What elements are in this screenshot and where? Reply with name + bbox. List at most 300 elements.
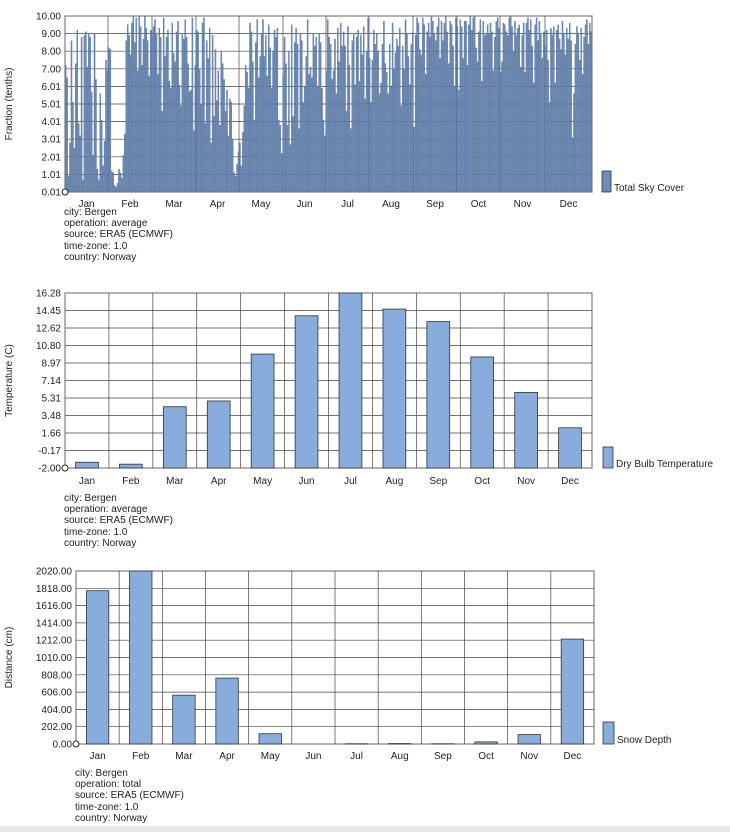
sky-cover-bar <box>507 35 508 192</box>
sky-cover-bar <box>392 23 393 192</box>
sky-cover-bar <box>77 30 78 192</box>
sky-cover-bar <box>252 62 253 192</box>
sky-cover-bar <box>84 35 85 192</box>
sky-cover-bar <box>473 18 474 192</box>
sky-cover-bar <box>565 55 566 192</box>
x-tick-label: May <box>260 751 280 762</box>
sky-cover-bar <box>506 32 507 192</box>
sky-cover-bar <box>500 72 501 192</box>
sky-cover-bar <box>208 58 209 192</box>
sky-cover-bar <box>478 32 479 192</box>
snow-depth-bar <box>130 571 152 744</box>
sky-cover-bar <box>221 51 222 192</box>
sky-cover-bar <box>530 20 531 192</box>
sky-cover-bar <box>421 55 422 192</box>
sky-cover-bar <box>270 48 271 192</box>
sky-cover-bar <box>535 25 536 192</box>
sky-cover-bar <box>586 20 587 192</box>
sky-cover-bar <box>85 32 86 192</box>
sky-cover-bar <box>251 32 252 192</box>
sky-cover-bar <box>344 46 345 192</box>
x-tick-label: Oct <box>470 199 487 210</box>
sky-cover-bar <box>183 39 184 192</box>
sky-cover-bar <box>272 51 273 192</box>
sky-cover-bar <box>385 64 386 192</box>
sky-cover-bar <box>104 141 105 192</box>
sky-cover-bar <box>196 30 197 192</box>
sky-cover-bar <box>241 166 242 192</box>
sky-cover-bar <box>108 48 109 192</box>
snow-depth-bar <box>518 735 540 744</box>
sky-cover-bar <box>455 18 456 192</box>
sky-cover-bar <box>278 120 279 192</box>
sky-cover-bar <box>562 21 563 192</box>
snow-depth-bar <box>259 734 281 744</box>
sky-cover-bar <box>454 86 455 192</box>
sky-cover-bar <box>211 143 212 192</box>
sky-cover-bar <box>533 83 534 192</box>
sky-cover-bar <box>336 94 337 192</box>
sky-cover-bar <box>376 34 377 192</box>
sky-cover-bar <box>321 88 322 192</box>
sky-cover-bar <box>422 18 423 192</box>
sky-cover-bar <box>589 23 590 192</box>
sky-cover-bar <box>110 49 111 192</box>
y-tick-label: 808.00 <box>41 670 72 682</box>
x-tick-label: Oct <box>474 476 490 487</box>
sky-cover-bar <box>244 106 245 192</box>
sky-cover-bar <box>514 21 515 192</box>
legend-label: Dry Bulb Temperature <box>616 459 714 470</box>
sky-cover-bar <box>74 148 75 192</box>
sky-cover-bar <box>288 51 289 192</box>
sky-cover-bar <box>493 71 494 192</box>
x-tick-label: Sep <box>429 476 448 487</box>
sky-cover-bar <box>123 155 124 192</box>
sky-cover-bar <box>445 16 446 192</box>
sky-cover-bar <box>503 23 504 192</box>
sky-cover-bar <box>375 44 376 192</box>
sky-cover-bar <box>440 58 441 192</box>
sky-cover-bar <box>186 37 187 192</box>
sky-cover-bar <box>258 78 259 192</box>
sky-cover-bar <box>306 57 307 192</box>
sky-cover-bar <box>82 180 83 192</box>
sky-cover-bar <box>169 81 170 192</box>
sky-cover-bar <box>100 94 101 192</box>
y-tick-label: 5.31 <box>41 393 61 405</box>
x-tick-label: May <box>253 476 273 487</box>
sky-cover-bar <box>131 23 132 192</box>
sky-cover-bar <box>275 37 276 192</box>
sky-cover-bar <box>560 49 561 192</box>
sky-cover-bar <box>523 23 524 192</box>
sky-cover-bar <box>317 86 318 192</box>
sky-cover-bar <box>293 116 294 192</box>
sky-cover-bar <box>124 134 125 192</box>
legend-swatch <box>603 722 614 744</box>
sky-cover-bar <box>388 94 389 192</box>
sky-cover-bar <box>126 41 127 192</box>
meta-operation: operation: average <box>64 504 148 516</box>
x-tick-label: Aug <box>382 199 400 210</box>
sky-cover-bar <box>260 57 261 192</box>
sky-cover-bar <box>401 106 402 192</box>
sky-cover-bar <box>180 106 181 192</box>
sky-cover-bar <box>262 20 263 192</box>
sky-cover-bar <box>65 65 66 192</box>
sky-cover-bar <box>513 51 514 192</box>
sky-cover-bar <box>134 42 135 192</box>
sky-cover-bar <box>526 23 527 192</box>
sky-cover-bar <box>95 79 96 192</box>
temperature-bar <box>339 293 362 468</box>
sky-cover-chart <box>4 12 685 211</box>
x-tick-label: Apr <box>219 751 235 762</box>
sky-cover-bar <box>412 32 413 192</box>
sky-cover-bar <box>527 18 528 192</box>
sky-cover-bar <box>229 99 230 192</box>
sky-cover-bar <box>71 41 72 192</box>
y-tick-label: 3.01 <box>41 134 61 146</box>
sky-cover-bar <box>153 27 154 192</box>
sky-cover-bar <box>129 35 130 192</box>
y-tick-label: 10.00 <box>35 11 61 23</box>
sky-cover-bar <box>438 18 439 192</box>
sky-cover-bar <box>568 39 569 192</box>
sky-cover-bar <box>172 23 173 192</box>
sky-cover-bar <box>143 39 144 192</box>
temperature-bar <box>383 309 406 468</box>
sky-cover-bar <box>105 60 106 192</box>
y-tick-label: 6.01 <box>41 81 61 93</box>
y-tick-label: 16.28 <box>35 288 61 300</box>
sky-cover-bar <box>127 25 128 192</box>
sky-cover-bar <box>415 35 416 192</box>
sky-cover-bar <box>504 25 505 192</box>
sky-cover-bar <box>434 34 435 192</box>
sky-cover-bar <box>87 67 88 192</box>
sky-cover-bar <box>78 123 79 192</box>
sky-cover-bar <box>499 28 500 192</box>
sky-cover-bar <box>490 23 491 192</box>
sky-cover-bar <box>346 111 347 192</box>
sky-cover-bar <box>249 23 250 192</box>
sky-cover-bar <box>170 88 171 192</box>
sky-cover-bar <box>234 173 235 192</box>
sky-cover-bar <box>159 28 160 192</box>
sky-cover-bar <box>303 102 304 192</box>
x-tick-label: Apr <box>209 199 226 210</box>
y-tick-label: 9.00 <box>41 29 61 41</box>
sky-cover-bar <box>319 34 320 192</box>
sky-cover-bar <box>581 28 582 192</box>
sky-cover-bar <box>510 16 511 192</box>
sky-cover-bar <box>133 16 134 192</box>
x-tick-label: Jun <box>305 751 322 762</box>
sky-cover-bar <box>195 65 196 192</box>
sky-cover-bar <box>556 30 557 192</box>
origin-marker <box>62 189 68 195</box>
temperature-metadata <box>64 493 173 549</box>
sky-cover-bar <box>167 30 168 192</box>
sky-cover-bar <box>300 34 301 192</box>
x-tick-label: Jan <box>89 751 106 762</box>
temperature-bar <box>119 464 142 468</box>
sky-cover-bar <box>520 67 521 192</box>
sky-cover-bar <box>162 111 163 192</box>
sky-cover-bar <box>470 16 471 192</box>
sky-cover-bar <box>228 136 229 192</box>
sky-cover-bar <box>291 25 292 192</box>
legend-swatch <box>603 447 613 468</box>
sky-cover-bar <box>97 169 98 192</box>
meta-country: country: Norway <box>64 251 137 263</box>
sky-cover-bar <box>304 86 305 192</box>
sky-cover-bar <box>452 46 453 192</box>
sky-cover-bar <box>283 74 284 192</box>
sky-cover-bar <box>429 37 430 192</box>
sky-cover-bar <box>585 25 586 192</box>
sky-cover-bar <box>396 39 397 192</box>
sky-cover-bar <box>465 21 466 192</box>
sky-cover-bar <box>75 64 76 192</box>
sky-cover-bar <box>383 21 384 192</box>
y-tick-label: 0.01 <box>41 187 61 199</box>
sky-cover-bar <box>488 34 489 192</box>
sky-cover-bar <box>545 46 546 192</box>
sky-cover-bar <box>235 176 236 192</box>
sky-cover-bar <box>157 74 158 192</box>
sky-cover-bar <box>68 176 69 192</box>
sky-cover-bar <box>349 65 350 192</box>
sky-cover-bar <box>406 34 407 192</box>
sky-cover-bar <box>107 71 108 192</box>
meta-timezone: time-zone: 1.0 <box>64 240 128 252</box>
sky-cover-bar <box>298 129 299 192</box>
sky-cover-bar <box>117 183 118 192</box>
y-axis-label: Distance (cm) <box>4 626 15 689</box>
sky-cover-bar <box>212 35 213 192</box>
sky-cover-bar <box>254 120 255 192</box>
y-tick-label: 4.01 <box>41 117 61 129</box>
snow-depth-chart <box>4 567 671 763</box>
sky-cover-bar <box>529 30 530 192</box>
window-bottom-edge <box>0 826 730 832</box>
sky-cover-bar <box>491 32 492 192</box>
sky-cover-bar <box>150 30 151 192</box>
sky-cover-bar <box>379 94 380 192</box>
sky-cover-bar <box>582 74 583 192</box>
sky-cover-bar <box>80 136 81 192</box>
sky-cover-bar <box>501 62 502 192</box>
sky-cover-bar <box>555 83 556 192</box>
sky-cover-bar <box>516 35 517 192</box>
sky-cover-bar <box>175 62 176 192</box>
temperature-bar <box>427 322 450 468</box>
y-tick-label: 1818.00 <box>35 583 72 595</box>
meta-country: country: Norway <box>64 537 137 549</box>
sky-cover-bar <box>350 129 351 192</box>
sky-cover-bar <box>327 20 328 192</box>
sky-cover-bar <box>563 34 564 192</box>
sky-cover-bar <box>205 123 206 192</box>
sky-cover-bar <box>425 74 426 192</box>
sky-cover-bar <box>202 23 203 192</box>
sky-cover-bar <box>173 53 174 192</box>
sky-cover-bar <box>450 21 451 192</box>
sky-cover-bar <box>496 21 497 192</box>
y-tick-label: 1616.00 <box>35 601 72 613</box>
sky-cover-bar <box>284 37 285 192</box>
x-tick-label: Apr <box>210 476 227 487</box>
sky-cover-bar <box>101 120 102 192</box>
sky-cover-bar <box>190 90 191 192</box>
sky-cover-bar <box>130 55 131 192</box>
sky-cover-bar <box>362 55 363 192</box>
sky-cover-bar <box>144 16 145 192</box>
sky-cover-bar <box>448 64 449 192</box>
y-tick-label: 7.14 <box>41 376 61 387</box>
sky-cover-bar <box>294 42 295 192</box>
x-tick-label: Jul <box>350 751 363 762</box>
sky-cover-bar <box>483 21 484 192</box>
sky-cover-bar <box>342 46 343 192</box>
x-tick-label: Aug <box>390 751 409 762</box>
sky-cover-bar <box>591 32 592 192</box>
meta-source: source: ERA5 (ECMWF) <box>64 515 173 527</box>
sky-cover-bar <box>120 173 121 192</box>
sky-cover-bar <box>340 23 341 192</box>
sky-cover-bar <box>198 32 199 192</box>
x-tick-label: Nov <box>513 199 532 210</box>
sky-cover-bar <box>447 32 448 192</box>
y-axis-label: Fraction (tenths) <box>4 67 15 141</box>
sky-cover-bar <box>140 27 141 192</box>
sky-cover-bar <box>353 34 354 192</box>
sky-cover-metadata <box>64 207 173 263</box>
sky-cover-bar <box>444 23 445 192</box>
sky-cover-bar <box>484 35 485 192</box>
sky-cover-bar <box>177 21 178 192</box>
sky-cover-bar <box>333 71 334 192</box>
sky-cover-bar <box>72 102 73 192</box>
sky-cover-bar <box>137 71 138 192</box>
sky-cover-bar <box>494 37 495 192</box>
sky-cover-bar <box>476 48 477 192</box>
sky-cover-bar <box>297 44 298 192</box>
sky-cover-bar <box>222 64 223 192</box>
x-tick-label: May <box>251 199 271 210</box>
sky-cover-bar <box>461 27 462 192</box>
sky-cover-bar <box>193 131 194 192</box>
x-tick-label: Mar <box>166 476 184 487</box>
sky-cover-bar <box>386 72 387 192</box>
sky-cover-bar <box>255 42 256 192</box>
sky-cover-bar <box>307 20 308 192</box>
legend-swatch <box>602 171 611 192</box>
sky-cover-bar <box>517 28 518 192</box>
sky-cover-bar <box>163 18 164 192</box>
sky-cover-bar <box>366 51 367 192</box>
sky-cover-bar <box>539 21 540 192</box>
sky-cover-bar <box>416 18 417 192</box>
sky-cover-bar <box>149 76 150 192</box>
sky-cover-bar <box>226 90 227 192</box>
sky-cover-bar <box>435 41 436 192</box>
temperature-bar <box>163 407 186 468</box>
sky-cover-bar <box>257 20 258 192</box>
sky-cover-bar <box>460 20 461 192</box>
y-tick-label: 5.01 <box>41 99 61 111</box>
sky-cover-bar <box>136 18 137 192</box>
sky-cover-bar <box>428 23 429 192</box>
meta-operation: operation: average <box>64 218 148 230</box>
sky-cover-bar <box>69 143 70 192</box>
snow-depth-bar <box>86 591 108 744</box>
y-tick-label: 1.66 <box>41 428 61 440</box>
sky-cover-bar <box>418 23 419 192</box>
sky-cover-bar <box>316 37 317 192</box>
sky-cover-bar <box>239 143 240 192</box>
sky-cover-bar <box>308 74 309 192</box>
sky-cover-bar <box>411 44 412 192</box>
sky-cover-bar <box>320 42 321 192</box>
sky-cover-bar <box>81 37 82 192</box>
sky-cover-bar <box>231 102 232 192</box>
sky-cover-bar <box>156 34 157 192</box>
sky-cover-bar <box>200 104 201 192</box>
sky-cover-bar <box>442 41 443 192</box>
sky-cover-bar <box>98 180 99 192</box>
sky-cover-bar <box>280 125 281 192</box>
origin-marker <box>73 741 79 747</box>
meta-city: city: Bergen <box>64 207 117 218</box>
sky-cover-bar <box>380 83 381 192</box>
sky-cover-bar <box>402 46 403 192</box>
meta-city: city: Bergen <box>75 768 128 779</box>
sky-cover-bar <box>542 58 543 192</box>
y-tick-label: 7.00 <box>41 64 61 76</box>
sky-cover-bar <box>409 85 410 192</box>
sky-cover-bar <box>372 60 373 192</box>
temperature-bar <box>471 357 494 468</box>
sky-cover-bar <box>463 58 464 192</box>
y-tick-label: 404.00 <box>41 704 72 716</box>
sky-cover-bar <box>324 136 325 192</box>
y-tick-label: 0.00 <box>52 739 72 751</box>
meta-operation: operation: total <box>75 779 142 791</box>
sky-cover-bar <box>540 34 541 192</box>
origin-marker <box>62 465 68 471</box>
sky-cover-bar <box>432 21 433 192</box>
sky-cover-bar <box>285 64 286 192</box>
sky-cover-bar <box>165 57 166 192</box>
sky-cover-bar <box>271 88 272 192</box>
sky-cover-bar <box>486 34 487 192</box>
sky-cover-bar <box>391 86 392 192</box>
sky-cover-bar <box>248 88 249 192</box>
x-tick-label: Dec <box>559 199 578 210</box>
sky-cover-bar <box>232 139 233 192</box>
sky-cover-bar <box>277 28 278 192</box>
sky-cover-bar <box>571 41 572 192</box>
sky-cover-bar <box>337 28 338 192</box>
sky-cover-bar <box>355 85 356 192</box>
sky-cover-bar <box>213 116 214 192</box>
sky-cover-bar <box>301 41 302 192</box>
sky-cover-bar <box>368 18 369 192</box>
